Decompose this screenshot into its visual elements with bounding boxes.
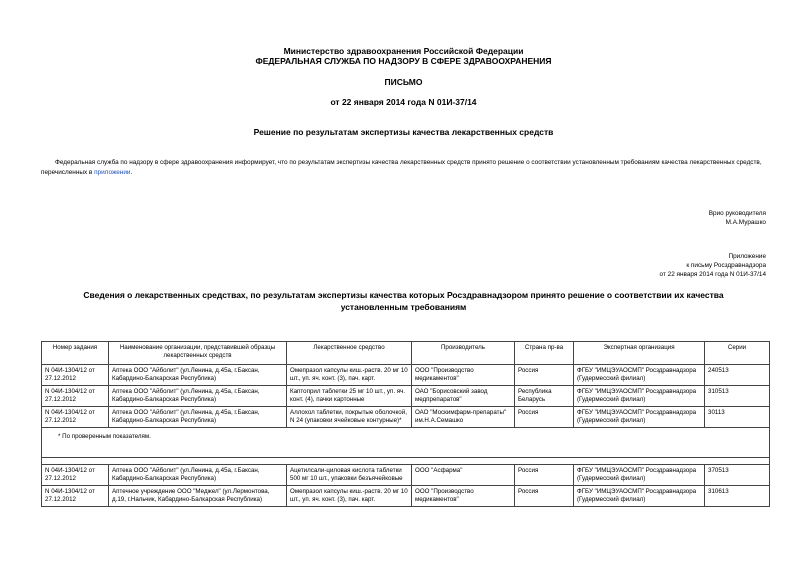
table-row — [42, 386, 770, 407]
cell-country: Россия — [515, 465, 574, 486]
cell-country: Россия — [515, 365, 574, 386]
cell-manufacturer: ОАО "Москимфарм-препараты" им.Н.А.Семашко — [412, 407, 515, 428]
appendix-link[interactable]: приложении — [94, 169, 131, 176]
cell-organization: Аптека ООО "Айболит" (ул.Ленина, д.45а, г.Баксан, Кабардино-Балкарская Республика) — [109, 386, 287, 407]
doc-date: от 22 января 2014 года N 01И-37/14 — [330, 97, 477, 107]
intro-paragraph — [41, 158, 771, 178]
cell-drug: Ацетилсали-циловая кислота таблетки 500 мг 10 шт., упаковки безъячейковые — [287, 465, 412, 486]
cell-series: 30113 — [705, 407, 770, 428]
table-row — [42, 486, 770, 507]
cell-number: N 04И-1304/12 от 27.12.2012 — [42, 386, 109, 407]
cell-number: N 04И-1304/12 от 27.12.2012 — [42, 486, 109, 507]
col-header: Экспертная организация — [574, 342, 705, 365]
intro-text: Федеральная служба по надзору в сфере здравоохранения информирует, что по результатам экспертизы качества лекарственных средств принято решение о соответствии установленным требованиям качества лекарственных средств, перечисленных в — [41, 159, 762, 176]
cell-drug: Омепразол капсулы киш.-раств. 20 мг 10 шт., уп. яч. конт. (3), пач. карт. — [287, 365, 412, 386]
cell-expert: ФГБУ "ИМЦЭУАОСМП" Росздравнадзора (Гудермесский филиал) — [574, 386, 705, 407]
cell-manufacturer: ОАО "Борисовский завод медпрепаратов" — [412, 386, 515, 407]
appendix-line1: Приложение — [728, 253, 766, 260]
table-row — [42, 465, 770, 486]
cell-organization: Аптека ООО "Айболит" (ул.Ленина, д.45а, г.Баксан, Кабардино-Балкарская Республика) — [109, 407, 287, 428]
spacer — [42, 458, 770, 465]
cell-country: Республика Беларусь — [515, 386, 574, 407]
signature-name: М.А.Мурашко — [725, 219, 766, 226]
cell-manufacturer: ООО "Производство медикаментов" — [412, 486, 515, 507]
cell-expert: ФГБУ "ИМЦЭУАОСМП" Росздравнадзора (Гудермесский филиал) — [574, 465, 705, 486]
table-row — [42, 407, 770, 428]
cell-organization: Аптечное учреждение ООО "Меджел" (ул.Лермонтова, д.19, г.Нальчик, Кабардино-Балкарская Республика) — [109, 486, 287, 507]
cell-manufacturer: ООО "Производство медикаментов" — [412, 365, 515, 386]
cell-number: N 04И-1304/12 от 27.12.2012 — [42, 465, 109, 486]
cell-drug: Каптоприл таблетки 25 мг 10 шт., уп. яч. конт. (4), пачки картонные — [287, 386, 412, 407]
cell-drug: Омепразол капсулы киш.-раств. 20 мг 10 шт., уп. яч. конт. (3), пач. карт. — [287, 486, 412, 507]
col-header: Страна пр-ва — [515, 342, 574, 365]
cell-series: 310613 — [705, 486, 770, 507]
cell-organization: Аптека ООО "Айболит" (ул.Ленина, д.45а, г.Баксан, Кабардино-Балкарская Республика) — [109, 365, 287, 386]
cell-country: Россия — [515, 486, 574, 507]
col-header: Лекарственное средство — [287, 342, 412, 365]
table-title: Сведения о лекарственных средствах, по результатам экспертизы качества которых Росздравнадзором принято решение о соответствии их качества установленным требованиям — [83, 290, 724, 312]
cell-number: N 04И-1304/12 от 27.12.2012 — [42, 365, 109, 386]
doc-type: ПИСЬМО — [384, 77, 423, 87]
cell-expert: ФГБУ "ИМЦЭУАОСМП" Росздравнадзора (Гудермесский филиал) — [574, 407, 705, 428]
cell-organization: Аптека ООО "Айболит" (ул.Ленина, д.45а, г.Баксан, Кабардино-Балкарская Республика) — [109, 465, 287, 486]
col-header: Серии — [705, 342, 770, 365]
cell-manufacturer: ООО "Асфарма" — [412, 465, 515, 486]
cell-series: 310513 — [705, 386, 770, 407]
drugs-table — [41, 341, 770, 507]
appendix-line2: к письму Росздравнадзора — [686, 262, 766, 269]
footnote: * По проверенным показателям. — [42, 428, 770, 458]
cell-number: N 04И-1304/12 от 27.12.2012 — [42, 407, 109, 428]
appendix-block — [660, 252, 766, 279]
cell-expert: ФГБУ "ИМЦЭУАОСМП" Росздравнадзора (Гудермесский филиал) — [574, 365, 705, 386]
signature-block — [709, 209, 766, 227]
ministry-title: Министерство здравоохранения Российской Федерации — [283, 46, 524, 56]
table-row — [42, 365, 770, 386]
table-header-row — [42, 342, 770, 365]
col-header: Производитель — [412, 342, 515, 365]
cell-expert: ФГБУ "ИМЦЭУАОСМП" Росздравнадзора (Гудермесский филиал) — [574, 486, 705, 507]
doc-subject: Решение по результатам экспертизы качества лекарственных средств — [253, 127, 554, 137]
service-title: ФЕДЕРАЛЬНАЯ СЛУЖБА ПО НАДЗОРУ В СФЕРЕ ЗДРАВООХРАНЕНИЯ — [255, 56, 552, 66]
intro-end: . — [130, 169, 133, 176]
spacer-row — [42, 458, 770, 465]
signature-position: Врио руководителя — [708, 210, 766, 217]
cell-country: Россия — [515, 407, 574, 428]
cell-series: 240513 — [705, 365, 770, 386]
col-header: Номер задания — [42, 342, 109, 365]
appendix-line3: от 22 января 2014 года N 01И-37/14 — [659, 271, 766, 278]
cell-drug: Аллохол таблетки, покрытые оболочкой, N 24 (упаковки ячейковые контурные)* — [287, 407, 412, 428]
footnote-row — [42, 428, 770, 458]
col-header: Наименование организации, представившей образцы лекарственных средств — [109, 342, 287, 365]
cell-series: 370513 — [705, 465, 770, 486]
